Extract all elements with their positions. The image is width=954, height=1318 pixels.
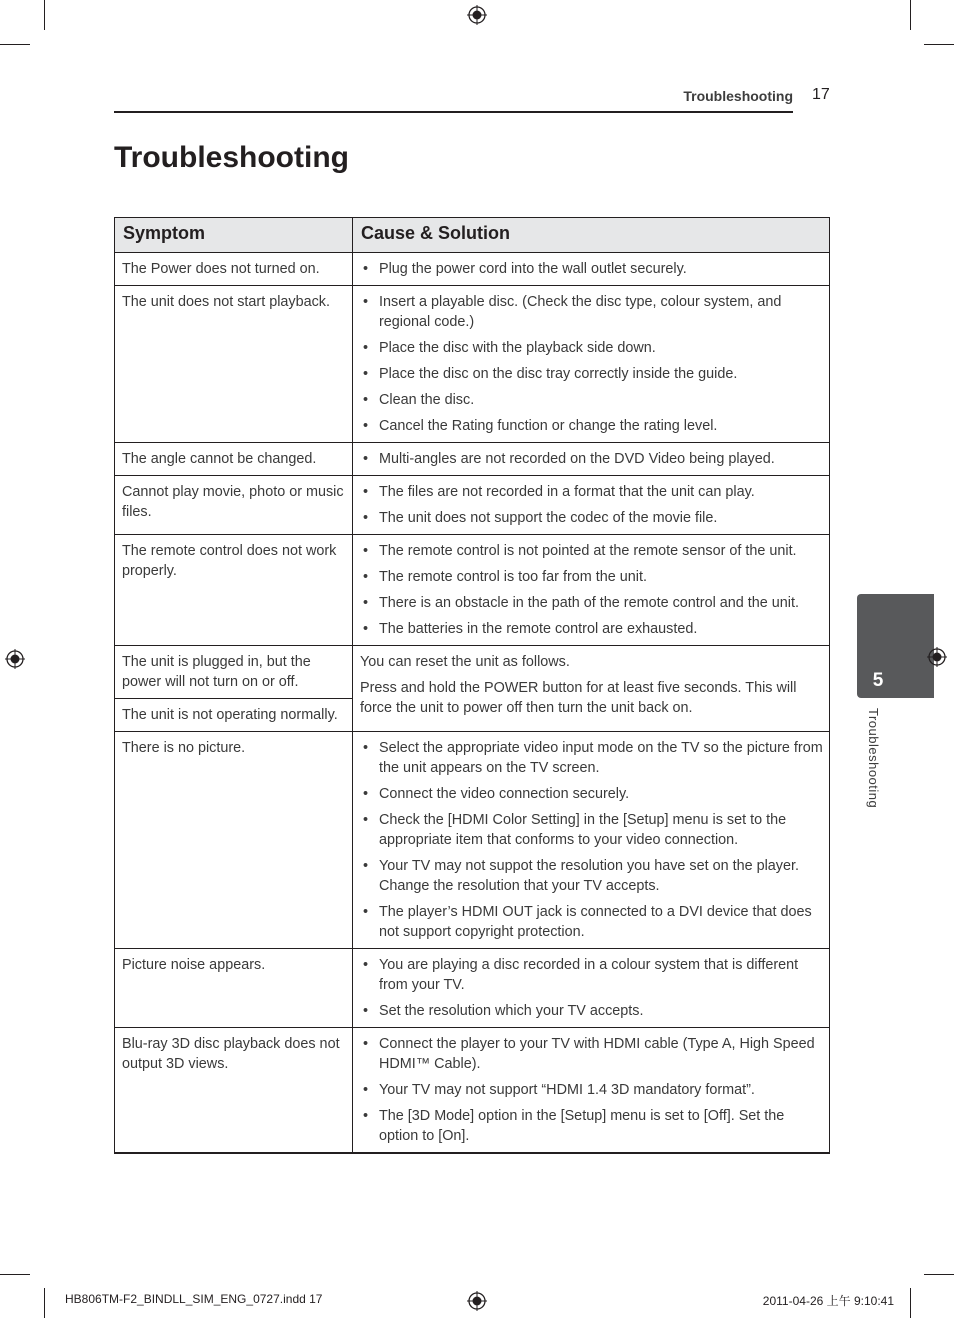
table-row bbox=[115, 286, 830, 443]
crop-mark bbox=[910, 1288, 911, 1318]
bullet-icon: • bbox=[363, 1036, 369, 1052]
table-row bbox=[115, 253, 830, 286]
footer-file-name: HB806TM-F2_BINDLL_SIM_ENG_0727.indd 17 bbox=[65, 1292, 323, 1306]
bullet-icon: • bbox=[363, 957, 369, 973]
registration-mark-icon bbox=[5, 649, 25, 669]
solution-item bbox=[360, 955, 823, 995]
table-header-row bbox=[115, 218, 830, 253]
solution-paragraph: You can reset the unit as follows. bbox=[360, 654, 570, 670]
solution-text: Your TV may not support “HDMI 1.4 3D mandatory format”. bbox=[379, 1082, 755, 1098]
solution-text: There is an obstacle in the path of the remote control and the unit. bbox=[379, 595, 799, 611]
solution-paragraph: Press and hold the POWER button for at least five seconds. This will force the unit to power off then turn the unit back on. bbox=[360, 680, 797, 716]
bullet-icon: • bbox=[363, 484, 369, 500]
table-row bbox=[115, 1028, 830, 1154]
bullet-icon: • bbox=[363, 1082, 369, 1098]
solution-cell bbox=[353, 286, 830, 443]
symptom-cell: The unit is not operating normally. bbox=[115, 699, 353, 732]
bullet-icon: • bbox=[363, 740, 369, 756]
solution-text: Cancel the Rating function or change the rating level. bbox=[379, 418, 718, 434]
crop-mark bbox=[44, 1288, 45, 1318]
solution-item bbox=[360, 449, 823, 469]
chapter-number: 5 bbox=[872, 670, 884, 691]
solution-text: Set the resolution which your TV accepts. bbox=[379, 1003, 644, 1019]
symptom-cell: There is no picture. bbox=[115, 732, 353, 949]
solution-cell bbox=[353, 535, 830, 646]
bullet-icon: • bbox=[363, 340, 369, 356]
bullet-icon: • bbox=[363, 595, 369, 611]
symptom-cell: The Power does not turned on. bbox=[115, 253, 353, 286]
bullet-icon: • bbox=[363, 786, 369, 802]
bullet-icon: • bbox=[363, 621, 369, 637]
solution-item bbox=[360, 390, 823, 410]
troubleshooting-table bbox=[114, 217, 830, 1154]
solution-text: Check the [HDMI Color Setting] in the [Setup] menu is set to the appropriate item that conforms to your video connection. bbox=[379, 812, 787, 848]
bullet-icon: • bbox=[363, 1108, 369, 1124]
chapter-tab bbox=[857, 594, 934, 698]
solution-text: Place the disc on the disc tray correctly inside the guide. bbox=[379, 366, 738, 382]
bullet-icon: • bbox=[363, 261, 369, 277]
solution-text: The remote control is not pointed at the remote sensor of the unit. bbox=[379, 543, 797, 559]
bullet-icon: • bbox=[363, 392, 369, 408]
registration-mark-icon bbox=[467, 5, 487, 25]
solution-item bbox=[360, 508, 823, 528]
solution-text: Clean the disc. bbox=[379, 392, 475, 408]
solution-text: The player’s HDMI OUT jack is connected to a DVI device that does not support copyright protection. bbox=[379, 904, 812, 940]
symptom-cell: The remote control does not work properly. bbox=[115, 535, 353, 646]
bullet-icon: • bbox=[363, 858, 369, 874]
bullet-icon: • bbox=[363, 294, 369, 310]
solution-item bbox=[360, 1034, 823, 1074]
table-row bbox=[115, 443, 830, 476]
bullet-icon: • bbox=[363, 1003, 369, 1019]
solution-cell bbox=[353, 732, 830, 949]
crop-mark bbox=[44, 0, 45, 30]
crop-mark bbox=[910, 0, 911, 30]
solution-item bbox=[360, 482, 823, 502]
symptom-cell: Cannot play movie, photo or music files. bbox=[115, 476, 353, 535]
solution-item bbox=[360, 856, 823, 896]
solution-text: You are playing a disc recorded in a colour system that is different from your TV. bbox=[379, 957, 799, 993]
symptom-cell: The unit does not start playback. bbox=[115, 286, 353, 443]
bullet-icon: • bbox=[363, 904, 369, 920]
bullet-icon: • bbox=[363, 451, 369, 467]
solution-item bbox=[360, 364, 823, 384]
solution-item bbox=[360, 810, 823, 850]
solution-header: Cause & Solution bbox=[353, 218, 830, 253]
solution-item bbox=[360, 567, 823, 587]
solution-text: Your TV may not suppot the resolution you have set on the player. Change the resolution that your TV accepts. bbox=[379, 858, 799, 894]
header-rule bbox=[114, 111, 793, 113]
solution-text: The files are not recorded in a format that the unit can play. bbox=[379, 484, 755, 500]
solution-item bbox=[360, 1001, 823, 1021]
crop-mark bbox=[0, 1274, 30, 1275]
table-row bbox=[115, 732, 830, 949]
solution-cell bbox=[353, 949, 830, 1028]
registration-mark-icon bbox=[467, 1291, 487, 1311]
bullet-icon: • bbox=[363, 812, 369, 828]
solution-cell bbox=[353, 476, 830, 535]
solution-cell bbox=[353, 646, 830, 732]
solution-text: Multi-angles are not recorded on the DVD Video being played. bbox=[379, 451, 775, 467]
solution-cell bbox=[353, 253, 830, 286]
footer-date: 2011-04-26 上午 9:10:41 bbox=[762, 1294, 894, 1308]
solution-text: The [3D Mode] option in the [Setup] menu is set to [Off]. Set the option to [On]. bbox=[379, 1108, 785, 1144]
solution-item bbox=[360, 541, 823, 561]
solution-item bbox=[360, 1106, 823, 1146]
symptom-cell: Blu-ray 3D disc playback does not output 3D views. bbox=[115, 1028, 353, 1154]
solution-item bbox=[360, 619, 823, 639]
solution-item bbox=[360, 593, 823, 613]
page-number: 17 bbox=[812, 86, 830, 103]
solution-item bbox=[360, 902, 823, 942]
solution-text: The unit does not support the codec of the movie file. bbox=[379, 510, 718, 526]
symptom-cell: Picture noise appears. bbox=[115, 949, 353, 1028]
solution-item bbox=[360, 738, 823, 778]
solution-item bbox=[360, 1080, 823, 1100]
solution-cell bbox=[353, 1028, 830, 1154]
solution-text: Connect the video connection securely. bbox=[379, 786, 630, 802]
solution-text: Place the disc with the playback side down. bbox=[379, 340, 656, 356]
solution-item bbox=[360, 784, 823, 804]
solution-item bbox=[360, 292, 823, 332]
solution-item bbox=[360, 416, 823, 436]
table-row bbox=[115, 535, 830, 646]
bullet-icon: • bbox=[363, 543, 369, 559]
solution-text: Select the appropriate video input mode on the TV so the picture from the unit appears on the TV screen. bbox=[379, 740, 823, 776]
crop-mark bbox=[0, 44, 30, 45]
chapter-side-label: Troubleshooting bbox=[866, 708, 881, 809]
solution-item bbox=[360, 259, 823, 279]
crop-mark bbox=[924, 44, 954, 45]
solution-text: The batteries in the remote control are exhausted. bbox=[379, 621, 698, 637]
table-row bbox=[115, 646, 830, 699]
symptom-header: Symptom bbox=[115, 218, 353, 253]
solution-text: Insert a playable disc. (Check the disc type, colour system, and regional code.) bbox=[379, 294, 782, 330]
page-title: Troubleshooting bbox=[114, 141, 349, 174]
symptom-cell: The unit is plugged in, but the power will not turn on or off. bbox=[115, 646, 353, 699]
solution-text: Plug the power cord into the wall outlet securely. bbox=[379, 261, 687, 277]
bullet-icon: • bbox=[363, 569, 369, 585]
bullet-icon: • bbox=[363, 366, 369, 382]
crop-mark bbox=[924, 1274, 954, 1275]
running-header-section: Troubleshooting bbox=[683, 88, 793, 104]
solution-item bbox=[360, 338, 823, 358]
table-row bbox=[115, 949, 830, 1028]
solution-text: Connect the player to your TV with HDMI cable (Type A, High Speed HDMI™ Cable). bbox=[379, 1036, 815, 1072]
bullet-icon: • bbox=[363, 418, 369, 434]
bullet-icon: • bbox=[363, 510, 369, 526]
table-row bbox=[115, 476, 830, 535]
registration-mark-icon bbox=[927, 647, 947, 667]
symptom-cell: The angle cannot be changed. bbox=[115, 443, 353, 476]
solution-cell bbox=[353, 443, 830, 476]
solution-text: The remote control is too far from the unit. bbox=[379, 569, 647, 585]
